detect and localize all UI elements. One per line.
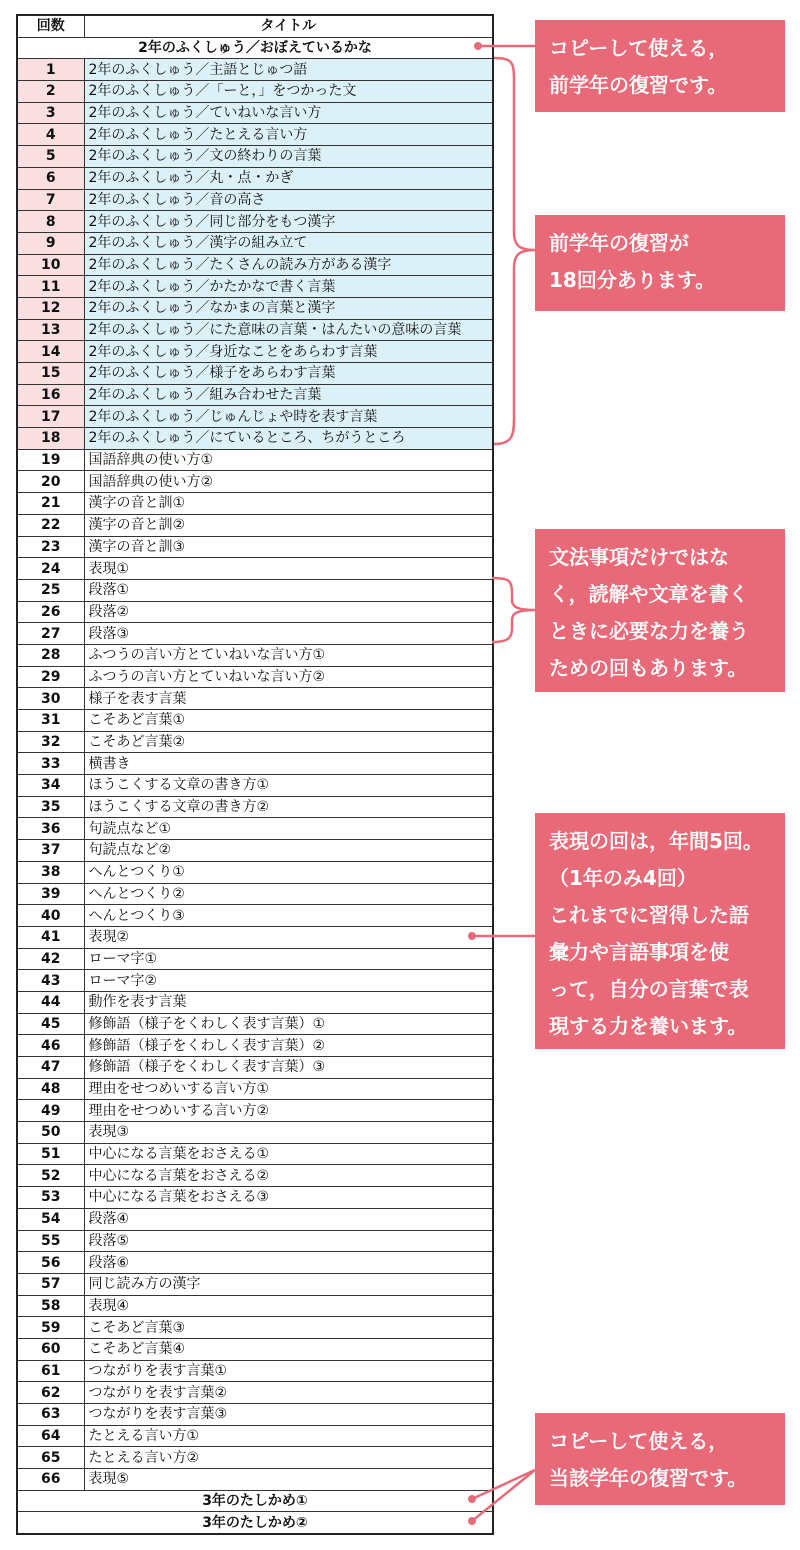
table-row xyxy=(17,363,493,385)
callout-prev-review xyxy=(535,215,785,311)
table-row-top xyxy=(17,37,493,59)
lesson-title: 表現③ xyxy=(84,1122,493,1144)
lesson-number: 42 xyxy=(17,948,84,970)
lesson-title: 理由をせつめいする言い方② xyxy=(84,1100,493,1122)
lesson-number: 30 xyxy=(17,688,84,710)
callout-line: 現する力を養います。 xyxy=(549,1014,748,1038)
table-row xyxy=(17,1013,493,1035)
table-row xyxy=(17,1338,493,1360)
lesson-number: 21 xyxy=(17,493,84,515)
table-row xyxy=(17,840,493,862)
lesson-title: 動作を表す言葉 xyxy=(84,991,493,1013)
table-row xyxy=(17,796,493,818)
lesson-number: 33 xyxy=(17,753,84,775)
table-row xyxy=(17,688,493,710)
table-row xyxy=(17,926,493,948)
table-row xyxy=(17,1469,493,1491)
lesson-title: 2年のふくしゅう／丸・点・かぎ xyxy=(84,167,493,189)
callout-copy-current xyxy=(535,1413,785,1505)
lesson-number: 51 xyxy=(17,1143,84,1165)
lesson-number: 58 xyxy=(17,1295,84,1317)
table-row xyxy=(17,623,493,645)
lesson-title: 表現① xyxy=(84,558,493,580)
table-row xyxy=(17,536,493,558)
lesson-title: こそあど言葉④ xyxy=(84,1338,493,1360)
lesson-number: 28 xyxy=(17,644,84,666)
lesson-title: 中心になる言葉をおさえる② xyxy=(84,1165,493,1187)
lesson-title: 理由をせつめいする言い方① xyxy=(84,1078,493,1100)
lesson-number: 18 xyxy=(17,428,84,450)
lesson-title: つながりを表す言葉② xyxy=(84,1382,493,1404)
lesson-title: 段落⑤ xyxy=(84,1230,493,1252)
table-row xyxy=(17,341,493,363)
lesson-number: 3 xyxy=(17,102,84,124)
callout-line: 彙力や言語事項を使 xyxy=(549,940,729,964)
lesson-number: 29 xyxy=(17,666,84,688)
lesson-title: 句読点など② xyxy=(84,840,493,862)
table-row xyxy=(17,666,493,688)
bottom-row-cell: 3年のたしかめ② xyxy=(17,1512,493,1534)
lesson-title: ローマ字② xyxy=(84,970,493,992)
table-row xyxy=(17,579,493,601)
table-row xyxy=(17,514,493,536)
table-row xyxy=(17,731,493,753)
lesson-number: 15 xyxy=(17,363,84,385)
table-row xyxy=(17,1295,493,1317)
lesson-number: 53 xyxy=(17,1187,84,1209)
lesson-title: ふつうの言い方とていねいな言い方② xyxy=(84,666,493,688)
lesson-number: 10 xyxy=(17,254,84,276)
callout-line: （1年のみ4回） xyxy=(549,866,697,890)
table-row xyxy=(17,1122,493,1144)
lesson-number: 62 xyxy=(17,1382,84,1404)
lesson-title: 2年のふくしゅう／同じ部分をもつ漢字 xyxy=(84,211,493,233)
lesson-number: 44 xyxy=(17,991,84,1013)
lesson-title: 2年のふくしゅう／たくさんの読み方がある漢字 xyxy=(84,254,493,276)
lesson-title: 2年のふくしゅう／かたかなで書く言葉 xyxy=(84,276,493,298)
lesson-number: 55 xyxy=(17,1230,84,1252)
lesson-title: 段落④ xyxy=(84,1208,493,1230)
table-row xyxy=(17,146,493,168)
callout-expression xyxy=(535,813,785,1049)
callout-line: これまでに習得した語 xyxy=(549,903,749,927)
table-row xyxy=(17,1230,493,1252)
top-row-cell: 2年のふくしゅう／おぼえているかな xyxy=(17,37,493,59)
table-row xyxy=(17,232,493,254)
lesson-title: 2年のふくしゅう／文の終わりの言葉 xyxy=(84,146,493,168)
lesson-number: 50 xyxy=(17,1122,84,1144)
table-row xyxy=(17,167,493,189)
lesson-number: 65 xyxy=(17,1447,84,1469)
callout-line: 文法事項だけではな xyxy=(549,545,729,569)
lesson-number: 25 xyxy=(17,579,84,601)
lesson-number: 39 xyxy=(17,883,84,905)
lesson-number: 9 xyxy=(17,232,84,254)
bracket-prev-review xyxy=(494,58,535,444)
header-title: タイトル xyxy=(84,15,493,37)
lesson-number: 61 xyxy=(17,1360,84,1382)
lesson-number: 40 xyxy=(17,905,84,927)
lesson-number: 8 xyxy=(17,211,84,233)
table-row xyxy=(17,753,493,775)
lesson-number: 52 xyxy=(17,1165,84,1187)
lesson-number: 64 xyxy=(17,1425,84,1447)
lesson-title: 2年のふくしゅう／たとえる言い方 xyxy=(84,124,493,146)
lesson-title: 2年のふくしゅう／様子をあらわす言葉 xyxy=(84,363,493,385)
bottom-row-cell: 3年のたしかめ① xyxy=(17,1490,493,1512)
lesson-number: 23 xyxy=(17,536,84,558)
lesson-title: 中心になる言葉をおさえる③ xyxy=(84,1187,493,1209)
lesson-number: 66 xyxy=(17,1469,84,1491)
lesson-title: たとえる言い方① xyxy=(84,1425,493,1447)
lesson-number: 43 xyxy=(17,970,84,992)
table-row xyxy=(17,905,493,927)
lesson-number: 5 xyxy=(17,146,84,168)
table-row xyxy=(17,1078,493,1100)
table-row xyxy=(17,775,493,797)
lesson-title: 国語辞典の使い方① xyxy=(84,449,493,471)
lesson-number: 4 xyxy=(17,124,84,146)
table-row xyxy=(17,81,493,103)
callout-line: コピーして使える， xyxy=(549,1429,729,1453)
lesson-number: 11 xyxy=(17,276,84,298)
table-row xyxy=(17,1187,493,1209)
lesson-number: 59 xyxy=(17,1317,84,1339)
lesson-title: 2年のふくしゅう／にているところ、ちがうところ xyxy=(84,428,493,450)
table-row xyxy=(17,319,493,341)
table-row xyxy=(17,254,493,276)
lesson-number: 26 xyxy=(17,601,84,623)
table-row xyxy=(17,1273,493,1295)
lesson-title: 修飾語（様子をくわしく表す言葉）③ xyxy=(84,1057,493,1079)
lesson-number: 57 xyxy=(17,1273,84,1295)
table-row xyxy=(17,449,493,471)
lesson-title: 横書き xyxy=(84,753,493,775)
lesson-title: 句読点など① xyxy=(84,818,493,840)
lesson-number: 47 xyxy=(17,1057,84,1079)
table-row xyxy=(17,1252,493,1274)
lesson-number: 7 xyxy=(17,189,84,211)
lesson-title: ローマ字① xyxy=(84,948,493,970)
table-row xyxy=(17,710,493,732)
table-row xyxy=(17,1208,493,1230)
table-row xyxy=(17,818,493,840)
lesson-title: 段落⑥ xyxy=(84,1252,493,1274)
lesson-number: 56 xyxy=(17,1252,84,1274)
table-row xyxy=(17,883,493,905)
lesson-title: 国語辞典の使い方② xyxy=(84,471,493,493)
table-row xyxy=(17,991,493,1013)
lesson-number: 2 xyxy=(17,81,84,103)
table-row xyxy=(17,384,493,406)
table-row xyxy=(17,1165,493,1187)
table-row xyxy=(17,948,493,970)
callout-line: 前学年の復習が xyxy=(549,231,689,255)
table-row xyxy=(17,1447,493,1469)
lesson-number: 49 xyxy=(17,1100,84,1122)
lesson-number: 63 xyxy=(17,1404,84,1426)
lesson-number: 54 xyxy=(17,1208,84,1230)
lesson-title: 修飾語（様子をくわしく表す言葉）② xyxy=(84,1035,493,1057)
table-row-bottom xyxy=(17,1512,493,1534)
lesson-title: 段落② xyxy=(84,601,493,623)
lesson-title: 2年のふくしゅう／組み合わせた言葉 xyxy=(84,384,493,406)
lesson-title: 2年のふくしゅう／主語とじゅつ語 xyxy=(84,59,493,81)
callout-line: 当該学年の復習です。 xyxy=(549,1466,748,1490)
lesson-title: こそあど言葉② xyxy=(84,731,493,753)
callout-grammar xyxy=(535,529,785,692)
lesson-title: こそあど言葉③ xyxy=(84,1317,493,1339)
lesson-title: 漢字の音と訓① xyxy=(84,493,493,515)
lesson-title: 段落① xyxy=(84,579,493,601)
lesson-number: 34 xyxy=(17,775,84,797)
lesson-title: 2年のふくしゅう／音の高さ xyxy=(84,189,493,211)
lesson-number: 20 xyxy=(17,471,84,493)
lesson-number: 24 xyxy=(17,558,84,580)
table-row xyxy=(17,558,493,580)
lesson-title: ほうこくする文章の書き方① xyxy=(84,775,493,797)
table-row-bottom xyxy=(17,1490,493,1512)
lesson-title: 2年のふくしゅう／じゅんじょや時を表す言葉 xyxy=(84,406,493,428)
table-row xyxy=(17,1035,493,1057)
table-row xyxy=(17,189,493,211)
lesson-title: 同じ読み方の漢字 xyxy=(84,1273,493,1295)
table-header-row xyxy=(17,15,493,37)
table-row xyxy=(17,1382,493,1404)
lesson-title: 2年のふくしゅう／身近なことをあらわす言葉 xyxy=(84,341,493,363)
lesson-title: 2年のふくしゅう／ていねいな言い方 xyxy=(84,102,493,124)
lesson-number: 13 xyxy=(17,319,84,341)
table-row xyxy=(17,970,493,992)
table-row xyxy=(17,601,493,623)
lesson-number: 19 xyxy=(17,449,84,471)
table-row xyxy=(17,1317,493,1339)
lesson-table xyxy=(16,14,494,1535)
table-row xyxy=(17,1057,493,1079)
lesson-title: 中心になる言葉をおさえる① xyxy=(84,1143,493,1165)
lesson-title: 2年のふくしゅう／「ーと，」をつかった文 xyxy=(84,81,493,103)
lesson-number: 1 xyxy=(17,59,84,81)
table-row xyxy=(17,297,493,319)
lesson-title: 修飾語（様子をくわしく表す言葉）① xyxy=(84,1013,493,1035)
table-row xyxy=(17,1100,493,1122)
lesson-number: 38 xyxy=(17,861,84,883)
lesson-title: 様子を表す言葉 xyxy=(84,688,493,710)
lesson-title: 2年のふくしゅう／なかまの言葉と漢字 xyxy=(84,297,493,319)
table-row xyxy=(17,644,493,666)
table-row xyxy=(17,1404,493,1426)
callout-line: ための回もあります。 xyxy=(549,656,748,680)
table-row xyxy=(17,861,493,883)
table-row xyxy=(17,276,493,298)
lesson-title: へんとつくり① xyxy=(84,861,493,883)
callout-line: コピーして使える， xyxy=(549,36,729,60)
callout-line: 18回分あります。 xyxy=(549,268,716,292)
table-row xyxy=(17,1143,493,1165)
table-row xyxy=(17,124,493,146)
lesson-title: 表現② xyxy=(84,926,493,948)
table-row xyxy=(17,471,493,493)
lesson-title: 漢字の音と訓② xyxy=(84,514,493,536)
lesson-number: 31 xyxy=(17,710,84,732)
lesson-number: 46 xyxy=(17,1035,84,1057)
lesson-title: 段落③ xyxy=(84,623,493,645)
lesson-title: へんとつくり③ xyxy=(84,905,493,927)
lesson-number: 22 xyxy=(17,514,84,536)
lesson-number: 60 xyxy=(17,1338,84,1360)
lesson-title: 表現④ xyxy=(84,1295,493,1317)
table-row xyxy=(17,406,493,428)
lesson-number: 27 xyxy=(17,623,84,645)
lesson-number: 37 xyxy=(17,840,84,862)
lesson-title: 表現⑤ xyxy=(84,1469,493,1491)
callout-line: 表現の回は，年間5回。 xyxy=(549,829,763,853)
lesson-title: こそあど言葉① xyxy=(84,710,493,732)
lesson-title: つながりを表す言葉③ xyxy=(84,1404,493,1426)
lesson-title: つながりを表す言葉① xyxy=(84,1360,493,1382)
callout-line: 前学年の復習です。 xyxy=(549,73,728,97)
lesson-number: 45 xyxy=(17,1013,84,1035)
callout-line: って，自分の言葉で表 xyxy=(549,977,749,1001)
table-row xyxy=(17,428,493,450)
lesson-number: 14 xyxy=(17,341,84,363)
lesson-number: 12 xyxy=(17,297,84,319)
lesson-title: 2年のふくしゅう／漢字の組み立て xyxy=(84,232,493,254)
lesson-number: 32 xyxy=(17,731,84,753)
bracket-grammar xyxy=(492,578,535,642)
lesson-number: 41 xyxy=(17,926,84,948)
callout-line: ときに必要な力を養う xyxy=(549,619,749,643)
table-row xyxy=(17,1425,493,1447)
lesson-title: たとえる言い方② xyxy=(84,1447,493,1469)
lesson-title: へんとつくり② xyxy=(84,883,493,905)
header-num: 回数 xyxy=(17,15,84,37)
table-row xyxy=(17,211,493,233)
table-row xyxy=(17,493,493,515)
lesson-title: ふつうの言い方とていねいな言い方① xyxy=(84,644,493,666)
lesson-number: 48 xyxy=(17,1078,84,1100)
table-row xyxy=(17,1360,493,1382)
callout-copy-prev xyxy=(535,20,785,112)
lesson-number: 16 xyxy=(17,384,84,406)
callout-line: く，読解や文章を書く xyxy=(549,582,749,606)
table-row xyxy=(17,102,493,124)
lesson-number: 17 xyxy=(17,406,84,428)
table-row xyxy=(17,59,493,81)
lesson-number: 35 xyxy=(17,796,84,818)
lesson-number: 36 xyxy=(17,818,84,840)
lesson-title: ほうこくする文章の書き方② xyxy=(84,796,493,818)
lesson-title: 漢字の音と訓③ xyxy=(84,536,493,558)
lesson-title: 2年のふくしゅう／にた意味の言葉・はんたいの意味の言葉 xyxy=(84,319,493,341)
lesson-number: 6 xyxy=(17,167,84,189)
